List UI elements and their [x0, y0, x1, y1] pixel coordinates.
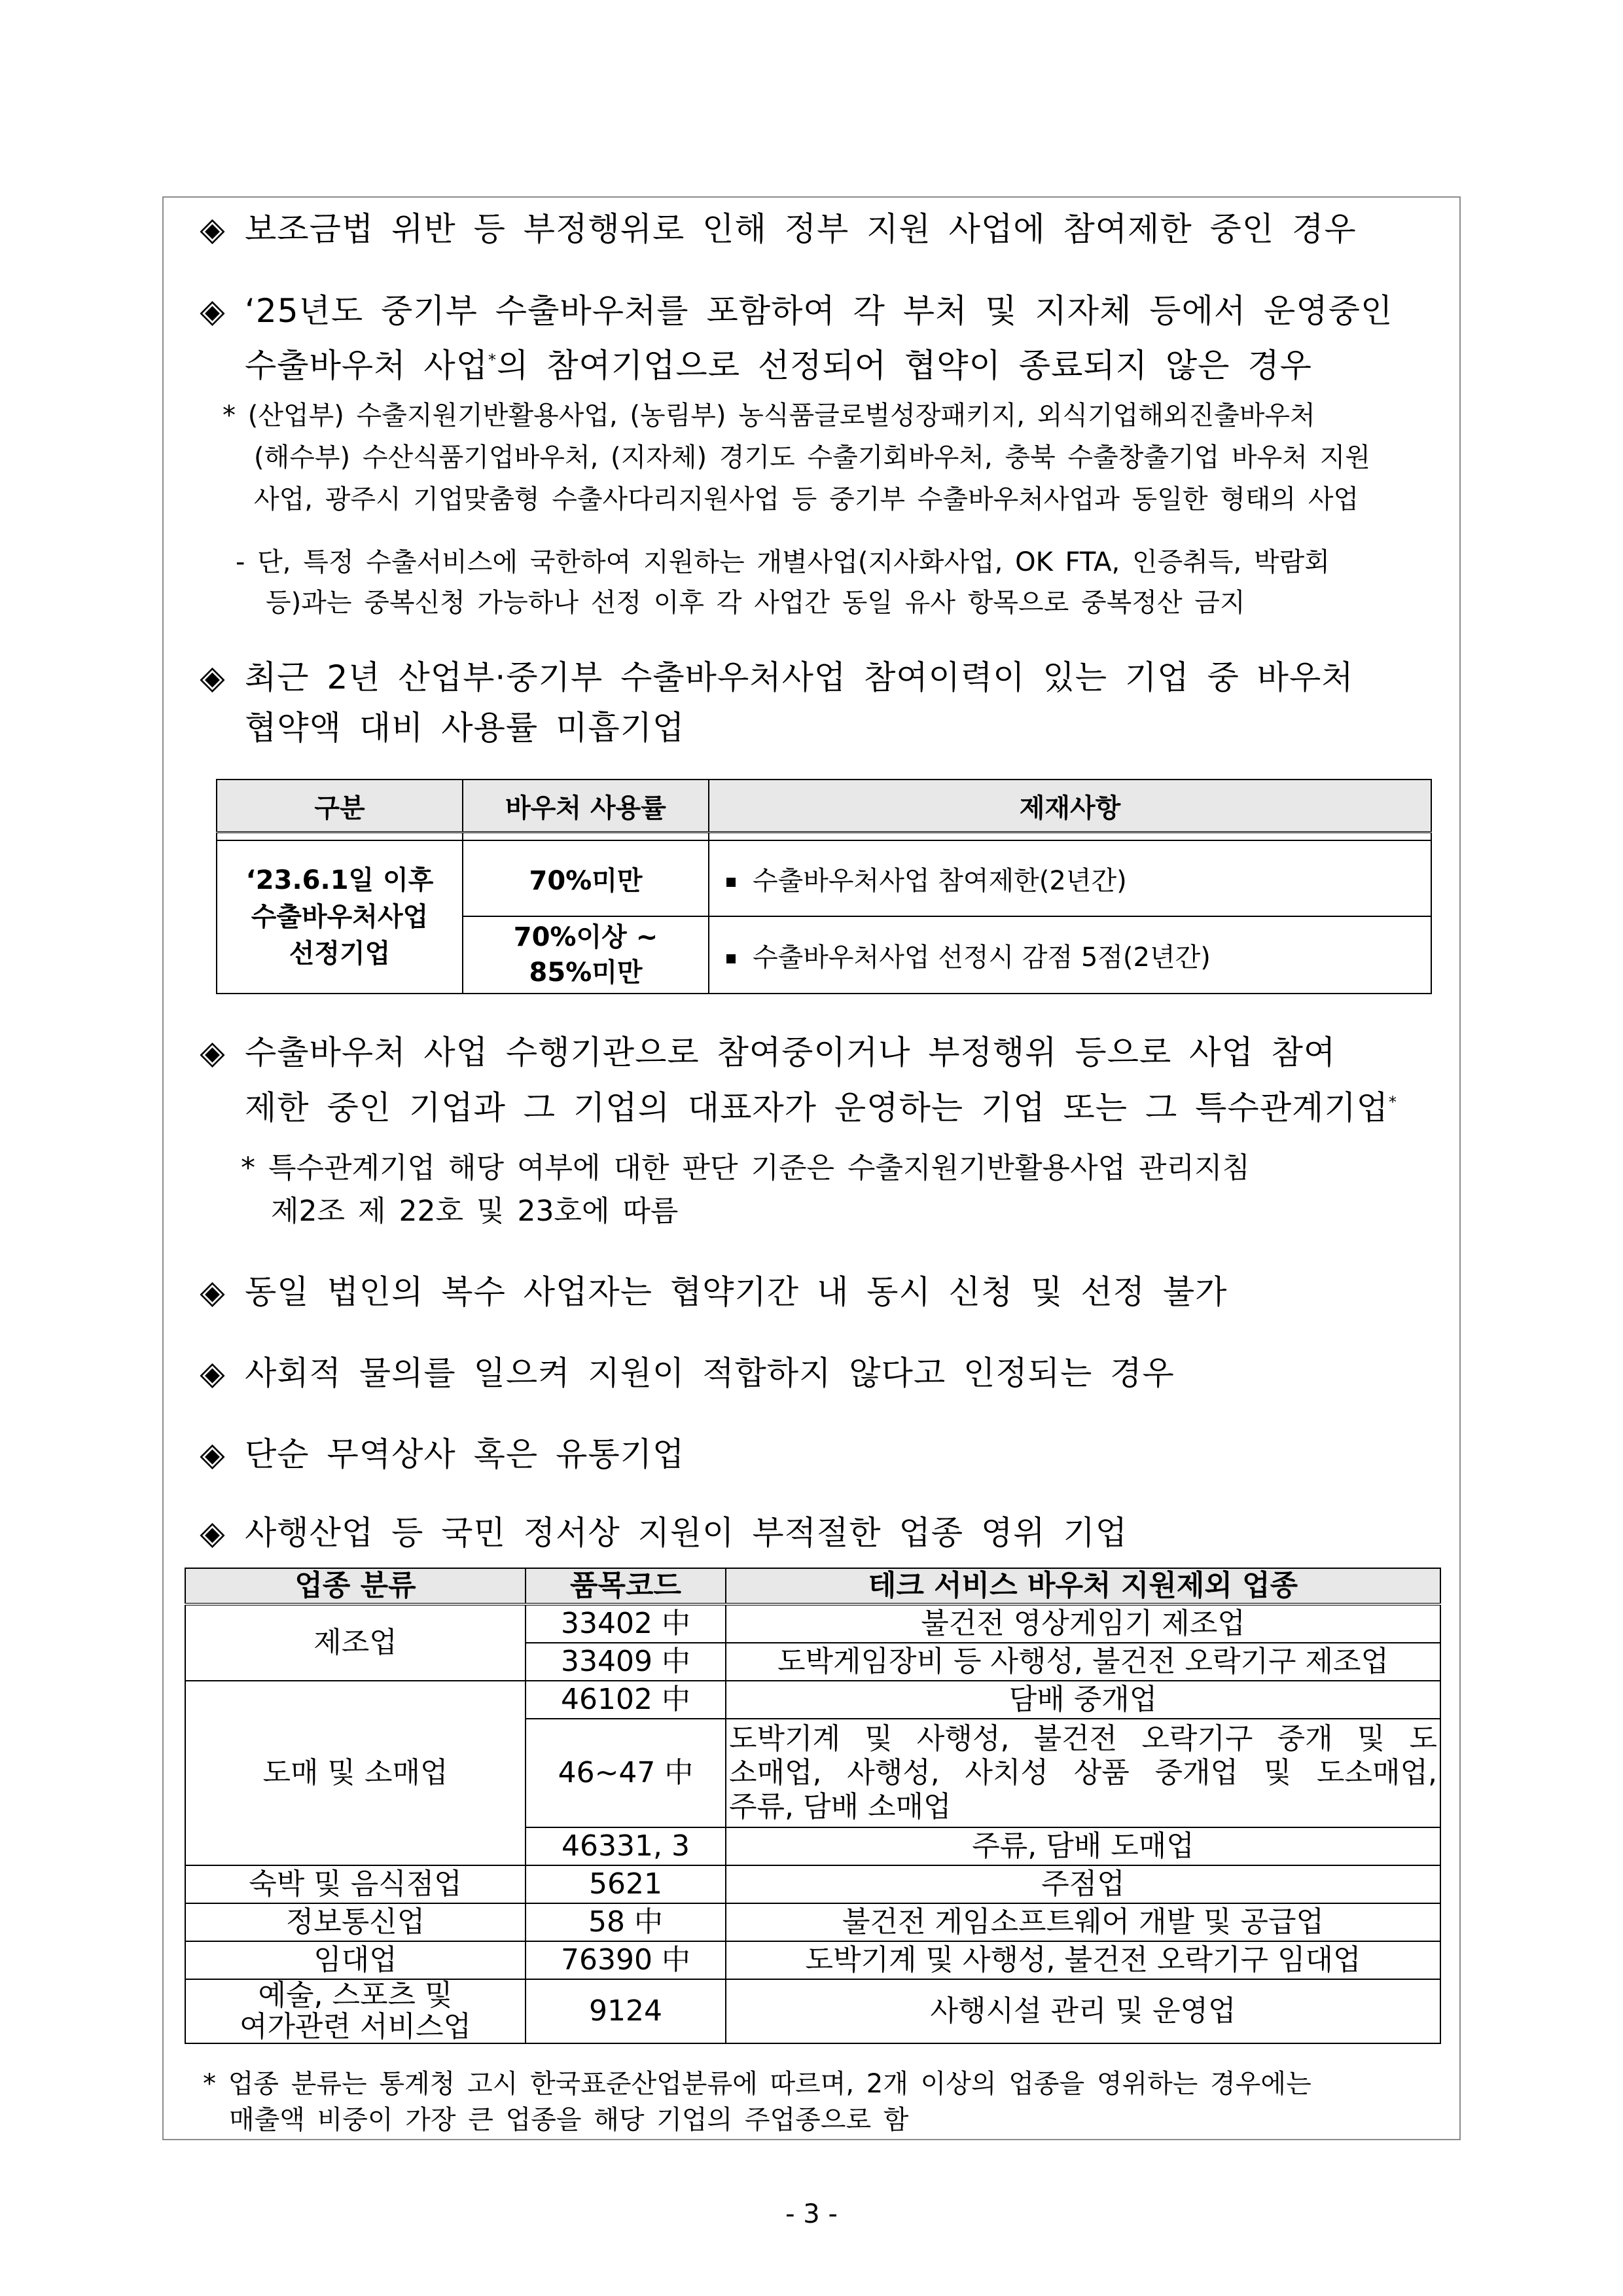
table-row: 임대업 76390 中 도박기계 및 사행성, 불건전 오락기구 임대업 [185, 1941, 1440, 1979]
table-header: 바우처 사용률 [463, 780, 709, 833]
table-row: 도매 및 소매업 46102 中 담배 중개업 [185, 1681, 1440, 1719]
footnote: - 단, 특정 수출서비스에 국한하여 지원하는 개별사업(지사화사업, OK FTA, 인증취득, 박람회 [236, 547, 1330, 577]
table-row: 정보통신업 58 中 불건전 게임소프트웨어 개발 및 공급업 [185, 1903, 1440, 1941]
table-row: 46331, 3 주류, 담배 도매업 [185, 1827, 1440, 1865]
diamond-bullet-icon: ◈ [200, 1033, 226, 1071]
diamond-bullet-icon: ◈ [200, 1435, 226, 1473]
table-header: 업종 분류 [185, 1568, 526, 1604]
footnote: 사업, 광주시 기업맞춤형 수출사다리지원사업 등 중기부 수출바우처사업과 동일한 형태의 사업 [254, 484, 1359, 514]
diamond-bullet-icon: ◈ [200, 210, 226, 248]
usage-rate-cell: 70%미만 [463, 840, 709, 916]
square-bullet-icon [726, 954, 736, 963]
table-row: 숙박 및 음식점업 5621 주점업 [185, 1865, 1440, 1903]
bullet-item: ◈ 동일 법인의 복수 사업자는 협약기간 내 동시 신청 및 선정 불가 [194, 1266, 1227, 1318]
bullet-item: ◈ 보조금법 위반 등 부정행위로 인해 정부 지원 사업에 참여제한 중인 경우 [194, 203, 1357, 255]
sanction-table [216, 779, 1432, 994]
table-header: 구분 [217, 780, 463, 833]
bullet-continuation: 협약액 대비 사용률 미흡기업 [245, 709, 685, 747]
footnote: * 업종 분류는 통계청 고시 한국표준산업분류에 따르며, 2개 이상의 업종을 영위하는 경우에는 [203, 2069, 1311, 2099]
excluded-industry-table [185, 1568, 1441, 2044]
bullet-continuation: 수출바우처 사업*의 참여기업으로 선정되어 협약이 종료되지 않은 경우 [245, 346, 1312, 385]
bullet-item: ◈ 수출바우처 사업 수행기관으로 참여중이거나 부정행위 등으로 사업 참여 [194, 1026, 1336, 1079]
diamond-bullet-icon: ◈ [200, 658, 226, 696]
table-header: 제재사항 [709, 780, 1431, 833]
footnote: (해수부) 수산식품기업바우처, (지자체) 경기도 수출기회바우처, 충북 수출창출기업 바우처 지원 [254, 442, 1370, 473]
footnote: 등)과는 중복신청 가능하나 선정 이후 각 사업간 동일 유사 항목으로 중복정산 금지 [266, 588, 1245, 618]
diamond-bullet-icon: ◈ [200, 292, 226, 330]
footnote: * 특수관계기업 해당 여부에 대한 판단 기준은 수출지원기반활용사업 관리지침 [241, 1151, 1251, 1185]
square-bullet-icon [726, 878, 736, 887]
bullet-item: ◈ 사행산업 등 국민 정서상 지원이 부적절한 업종 영위 기업 [194, 1507, 1128, 1559]
footnote: 제2조 제 22호 및 23호에 따름 [271, 1194, 679, 1228]
group-label-cell: ‘23.6.1일 이후 수출바우처사업 선정기업 [217, 840, 463, 994]
sanction-cell: 수출바우처사업 선정시 감점 5점(2년간) [709, 916, 1431, 994]
table-row: 예술, 스포츠 및 여가관련 서비스업 9124 사행시설 관리 및 운영업 [185, 1979, 1440, 2043]
diamond-bullet-icon: ◈ [200, 1514, 226, 1552]
table-header: 테크 서비스 바우처 지원제외 업종 [726, 1568, 1440, 1604]
footnote: * (산업부) 수출지원기반활용사업, (농림부) 농식품글로벌성장패키지, 외식기업해외진출바우처 [223, 401, 1315, 431]
table-row: 46~47 中 도박기계 및 사행성, 불건전 오락기구 중개 및 도 소매업, 사행성, 사치성 상품 중개업 및 도소매업, 주류, 담배 소매업 [185, 1719, 1440, 1827]
usage-rate-cell: 70%이상 ~ 85%미만 [463, 916, 709, 994]
diamond-bullet-icon: ◈ [200, 1354, 226, 1392]
bullet-item: ◈ 사회적 물의를 일으켜 지원이 적합하지 않다고 인정되는 경우 [194, 1347, 1175, 1399]
table-row: 33409 中 도박게임장비 등 사행성, 불건전 오락기구 제조업 [185, 1643, 1440, 1681]
table-row: 제조업 33402 中 불건전 영상게임기 제조업 [185, 1604, 1440, 1643]
bullet-item: ◈ ‘25년도 중기부 수출바우처를 포함하여 각 부처 및 지자체 등에서 운영중인 [194, 285, 1393, 337]
table-header: 품목코드 [526, 1568, 726, 1604]
diamond-bullet-icon: ◈ [200, 1273, 226, 1311]
bullet-continuation: 제한 중인 기업과 그 기업의 대표자가 운영하는 기업 또는 그 특수관계기업* [245, 1088, 1397, 1127]
bullet-item: ◈ 단순 무역상사 혹은 유통기업 [194, 1428, 685, 1480]
bullet-item: ◈ 최근 2년 산업부·중기부 수출바우처사업 참여이력이 있는 기업 중 바우처 [194, 651, 1354, 704]
sanction-cell: 수출바우처사업 참여제한(2년간) [709, 840, 1431, 916]
page-number: - 3 - [785, 2199, 838, 2229]
footnote: 매출액 비중이 가장 큰 업종을 해당 기업의 주업종으로 함 [229, 2105, 909, 2135]
